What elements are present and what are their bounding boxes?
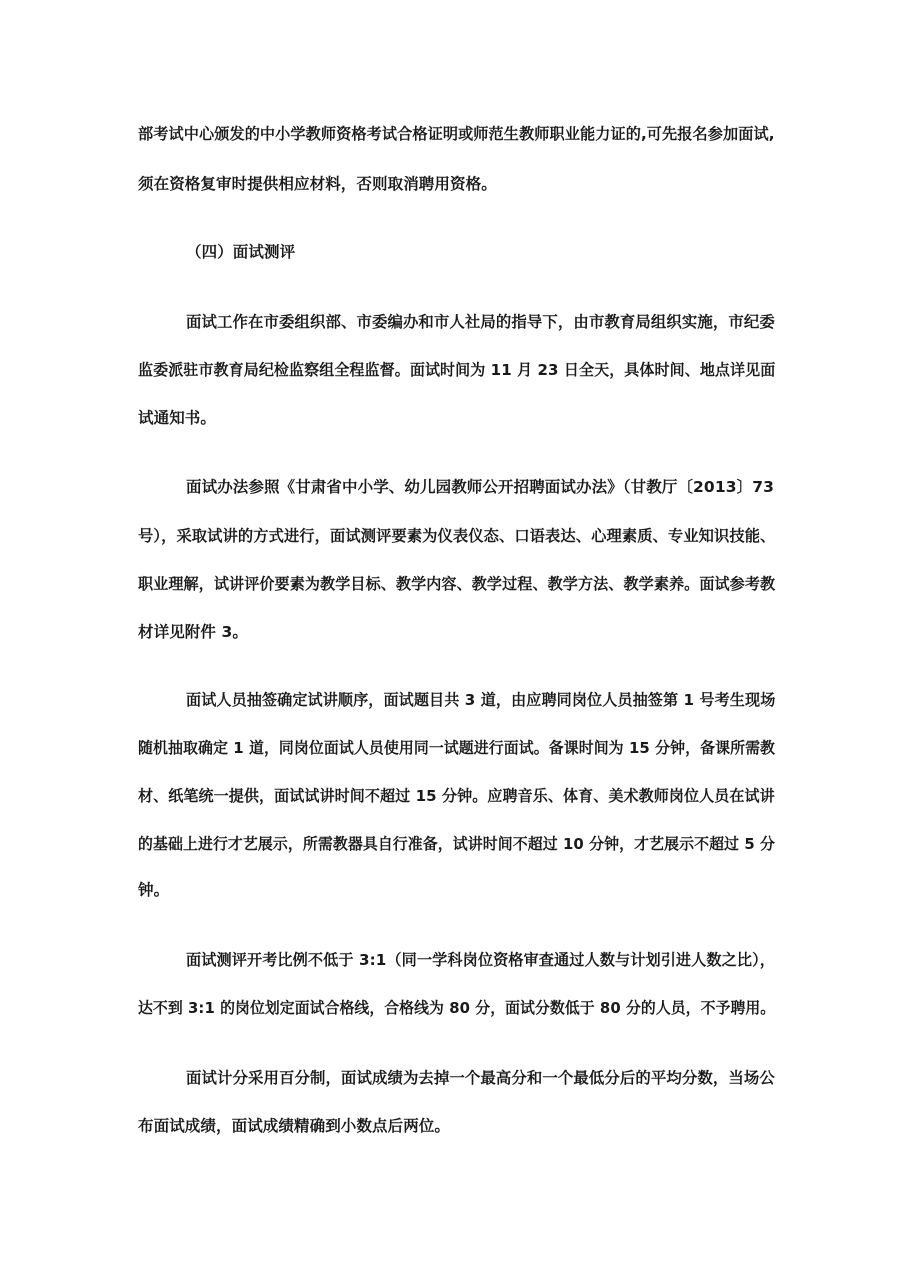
para2-line-1: 面试工作在市委组织部、市委编办和市人社局的指导下，由市教育局组织实施，市纪委 <box>186 313 775 331</box>
para1-line-2: 须在资格复审时提供相应材料，否则取消聘用资格。 <box>138 175 497 193</box>
para5-line-2: 达不到 3:1 的岗位划定面试合格线，合格线为 80 分，面试分数低于 80 分的人员，不予聘用。 <box>138 999 776 1017</box>
para2-line-2: 监委派驻市教育局纪检监察组全程监督。面试时间为 11 月 23 日全天，具体时间、地点详见面 <box>138 361 776 379</box>
para4-line-5: 钟。 <box>138 881 170 899</box>
para3-line-1: 面试办法参照《甘肃省中小学、幼儿园教师公开招聘面试办法》（甘教厅〔2013〕73 <box>186 478 774 496</box>
para3-line-4: 材详见附件 3。 <box>138 623 248 641</box>
para4-line-2: 随机抽取确定 1 道，同岗位面试人员使用同一试题进行面试。备课时间为 15 分钟，备课所需教 <box>138 739 776 757</box>
para4-line-4: 的基础上进行才艺展示，所需教器具自行准备，试讲时间不超过 10 分钟，才艺展示不超过 5 分 <box>138 835 776 853</box>
para5-line-1: 面试测评开考比例不低于 3:1（同一学科岗位资格审查通过人数与计划引进人数之比）， <box>186 951 776 969</box>
para4-line-3: 材、纸笔统一提供，面试试讲时间不超过 15 分钟。应聘音乐、体育、美术教师岗位人员在试讲 <box>138 787 775 805</box>
section-heading: （四）面试测评 <box>186 243 296 261</box>
para1-line-1: 部考试中心颁发的中小学教师资格考试合格证明或师范生教师职业能力证的,可先报名参加面试, <box>138 125 775 143</box>
para4-line-1: 面试人员抽签确定试讲顺序，面试题目共 3 道，由应聘同岗位人员抽签第 1 号考生现场 <box>186 691 776 709</box>
para2-line-3: 试通知书。 <box>138 409 217 427</box>
para6-line-2: 布面试成绩，面试成绩精确到小数点后两位。 <box>138 1117 451 1135</box>
para6-line-1: 面试计分采用百分制，面试成绩为去掉一个最高分和一个最低分后的平均分数，当场公 <box>186 1069 775 1087</box>
para3-line-3: 职业理解，试讲评价要素为教学目标、教学内容、教学过程、教学方法、教学素养。面试参考教 <box>138 575 776 593</box>
para3-line-2: 号），采取试讲的方式进行，面试测评要素为仪表仪态、口语表达、心理素质、专业知识技能、 <box>138 527 776 545</box>
